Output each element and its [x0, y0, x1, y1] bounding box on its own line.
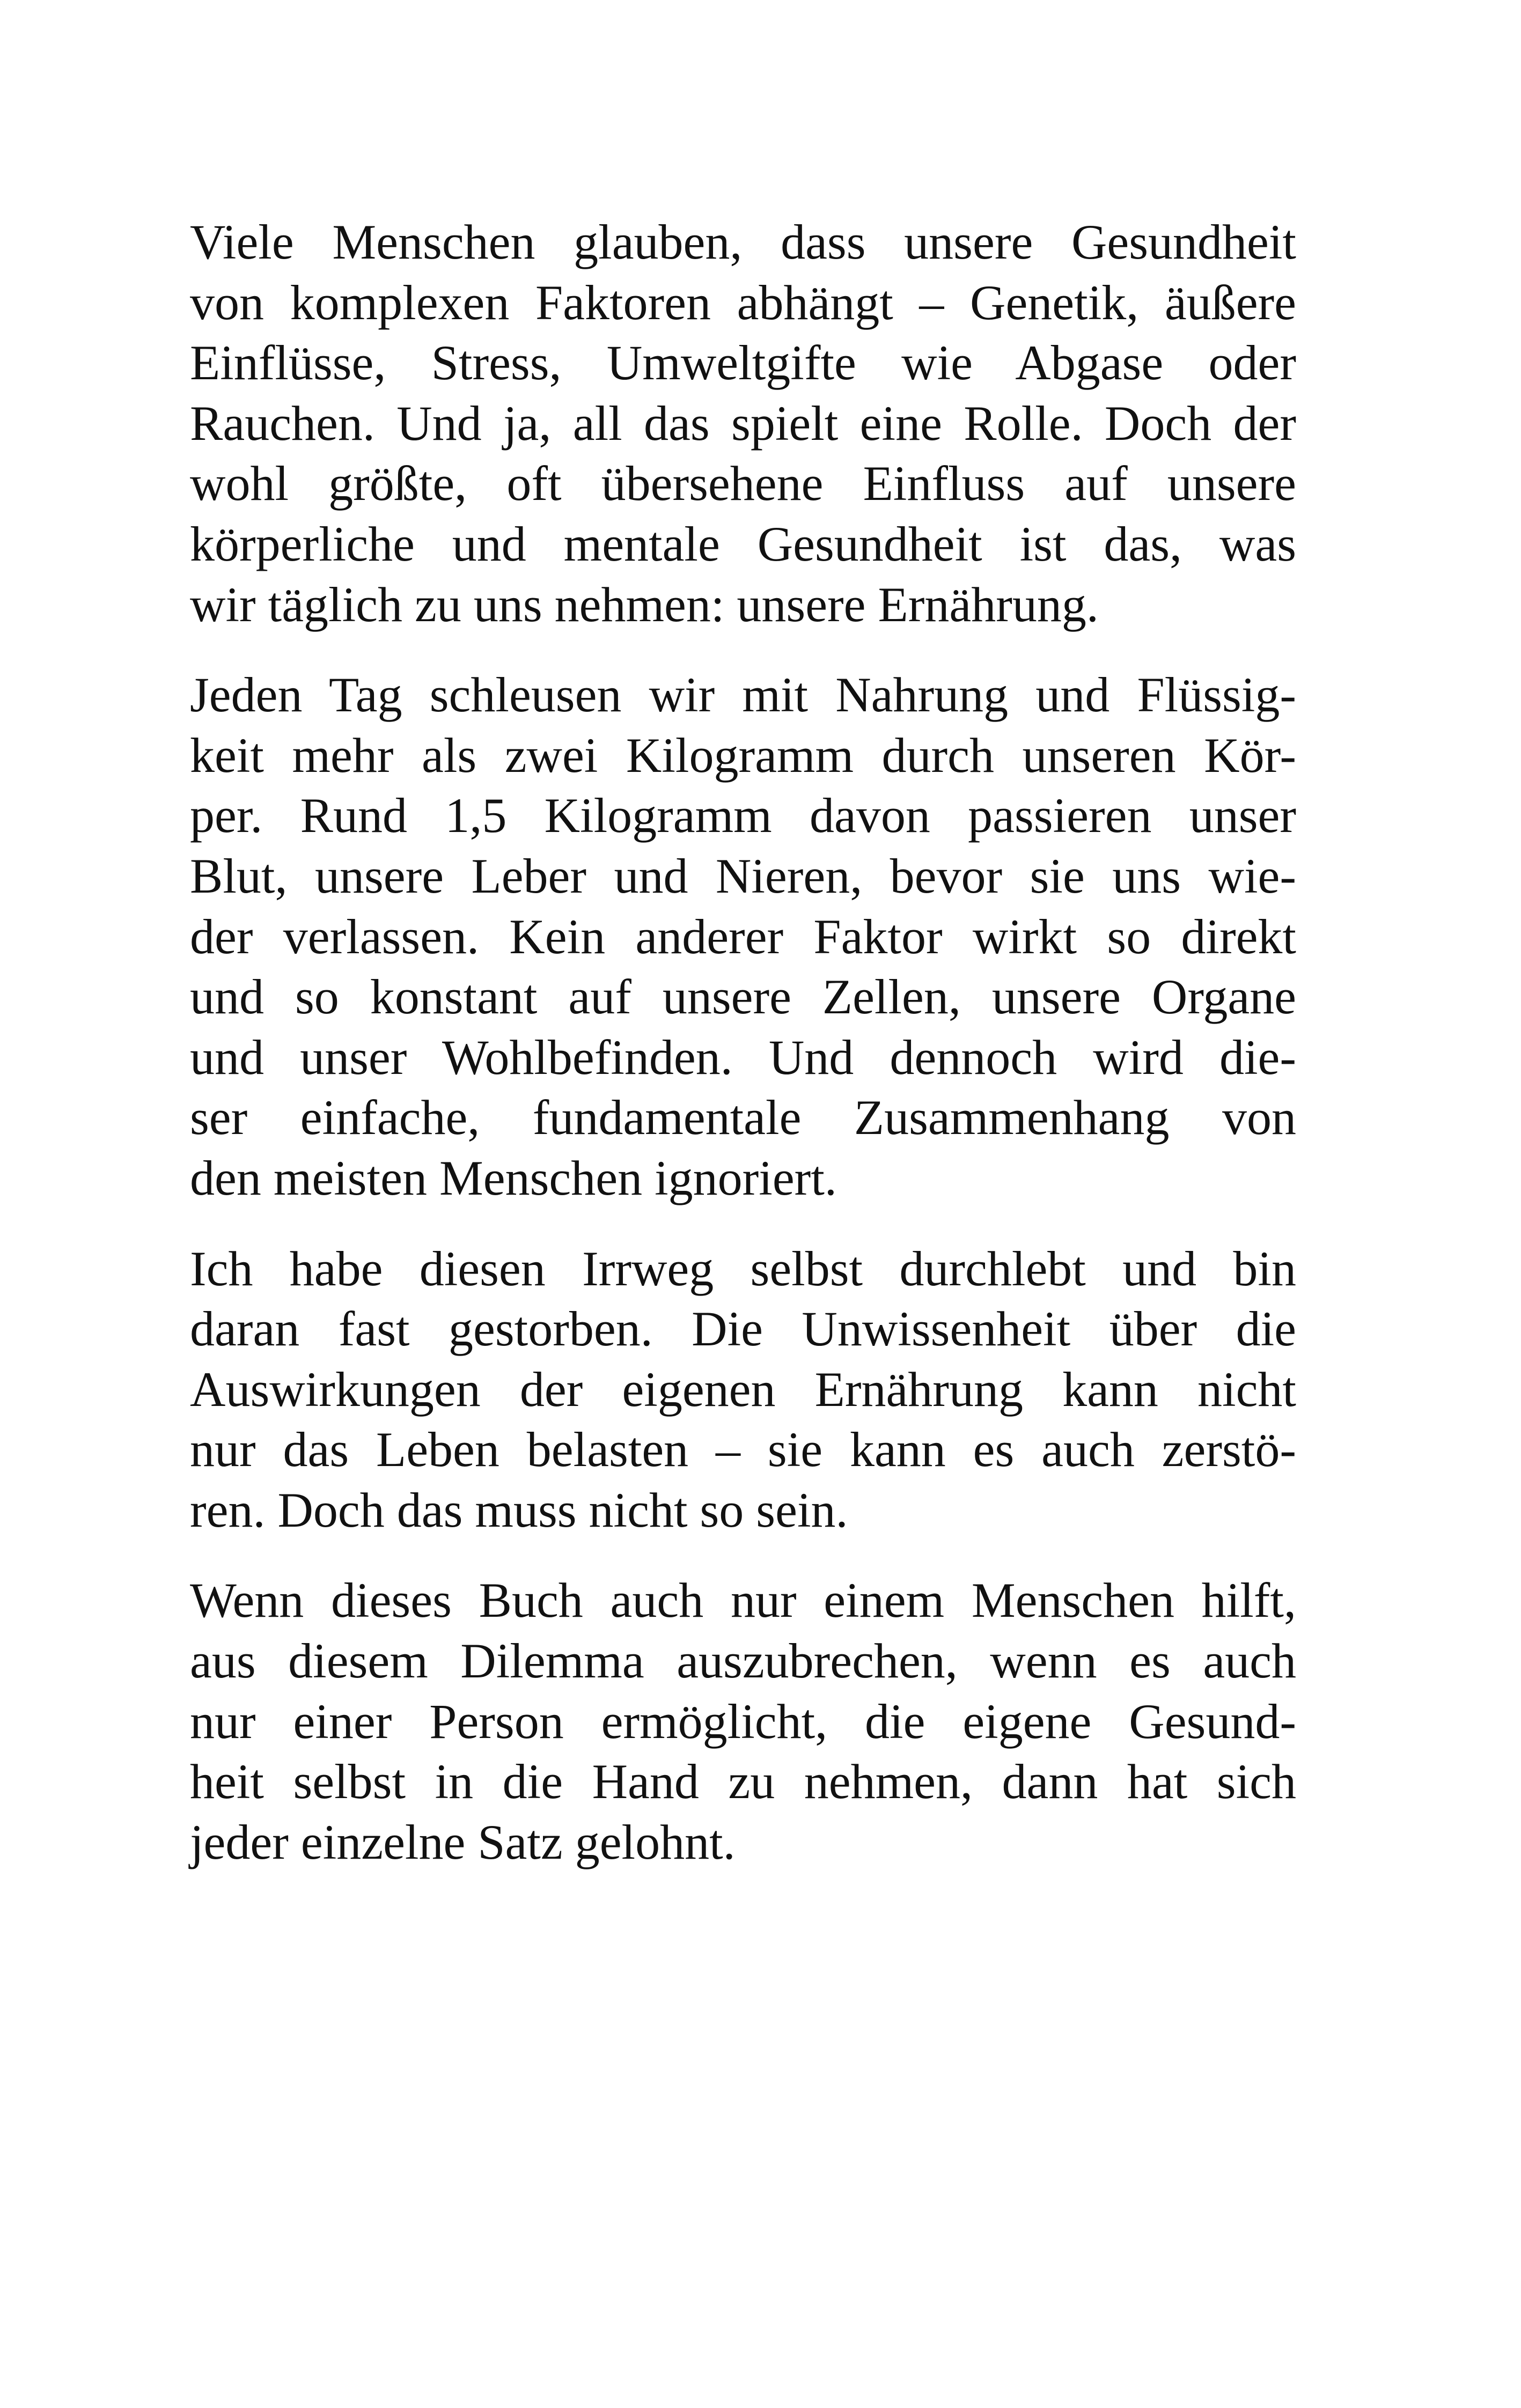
text-line: nur einer Person ermöglicht, die eigene Gesund-	[190, 1693, 1296, 1749]
paragraph	[190, 212, 1296, 635]
text-line: und so konstant auf unsere Zellen, unsere Organe	[190, 969, 1296, 1025]
text-line: Rauchen. Und ja, all das spielt eine Rolle. Doch der	[190, 395, 1296, 451]
text-line: Jeden Tag schleusen wir mit Nahrung und Flüssig-	[190, 667, 1296, 723]
paragraph	[190, 665, 1296, 1208]
text-line: Wenn dieses Buch auch nur einem Menschen hilft,	[190, 1573, 1296, 1628]
text-line: und unser Wohlbefinden. Und dennoch wird die-	[190, 1029, 1296, 1085]
text-line: ser einfache, fundamentale Zusammenhang von	[190, 1090, 1296, 1145]
text-line: Ich habe diesen Irrweg selbst durchlebt und bin	[190, 1241, 1296, 1296]
text-line: jeder einzelne Satz gelohnt.	[190, 1814, 736, 1869]
text-line: körperliche und mentale Gesundheit ist das, was	[190, 516, 1296, 571]
paragraph	[190, 1570, 1296, 1872]
text-line: keit mehr als zwei Kilogramm durch unseren Kör-	[190, 727, 1296, 783]
text-line: Blut, unsere Leber und Nieren, bevor sie uns wie-	[190, 848, 1296, 903]
text-line: von komplexen Faktoren abhängt – Genetik, äußere	[190, 275, 1296, 330]
text-line: wohl größte, oft übersehene Einfluss auf unsere	[190, 456, 1296, 511]
text-line: Einflüsse, Stress, Umweltgifte wie Abgase oder	[190, 335, 1296, 391]
text-line: der verlassen. Kein anderer Faktor wirkt so direkt	[190, 909, 1296, 964]
text-line: wir täglich zu uns nehmen: unsere Ernährung.	[190, 577, 1099, 632]
body-text	[190, 212, 1296, 1902]
text-line: per. Rund 1,5 Kilogramm davon passieren unser	[190, 788, 1296, 843]
text-line: den meisten Menschen ignoriert.	[190, 1150, 837, 1205]
text-line: nur das Leben belasten – sie kann es auch zerstö-	[190, 1422, 1296, 1477]
paragraph	[190, 1239, 1296, 1541]
text-line: ren. Doch das muss nicht so sein.	[190, 1482, 848, 1537]
text-line: heit selbst in die Hand zu nehmen, dann hat sich	[190, 1754, 1296, 1809]
text-line: Auswirkungen der eigenen Ernährung kann nicht	[190, 1361, 1296, 1417]
text-line: Viele Menschen glauben, dass unsere Gesundheit	[190, 215, 1296, 269]
text-line: aus diesem Dilemma auszubrechen, wenn es auch	[190, 1633, 1296, 1689]
text-line: daran fast gestorben. Die Unwissenheit über die	[190, 1301, 1296, 1357]
